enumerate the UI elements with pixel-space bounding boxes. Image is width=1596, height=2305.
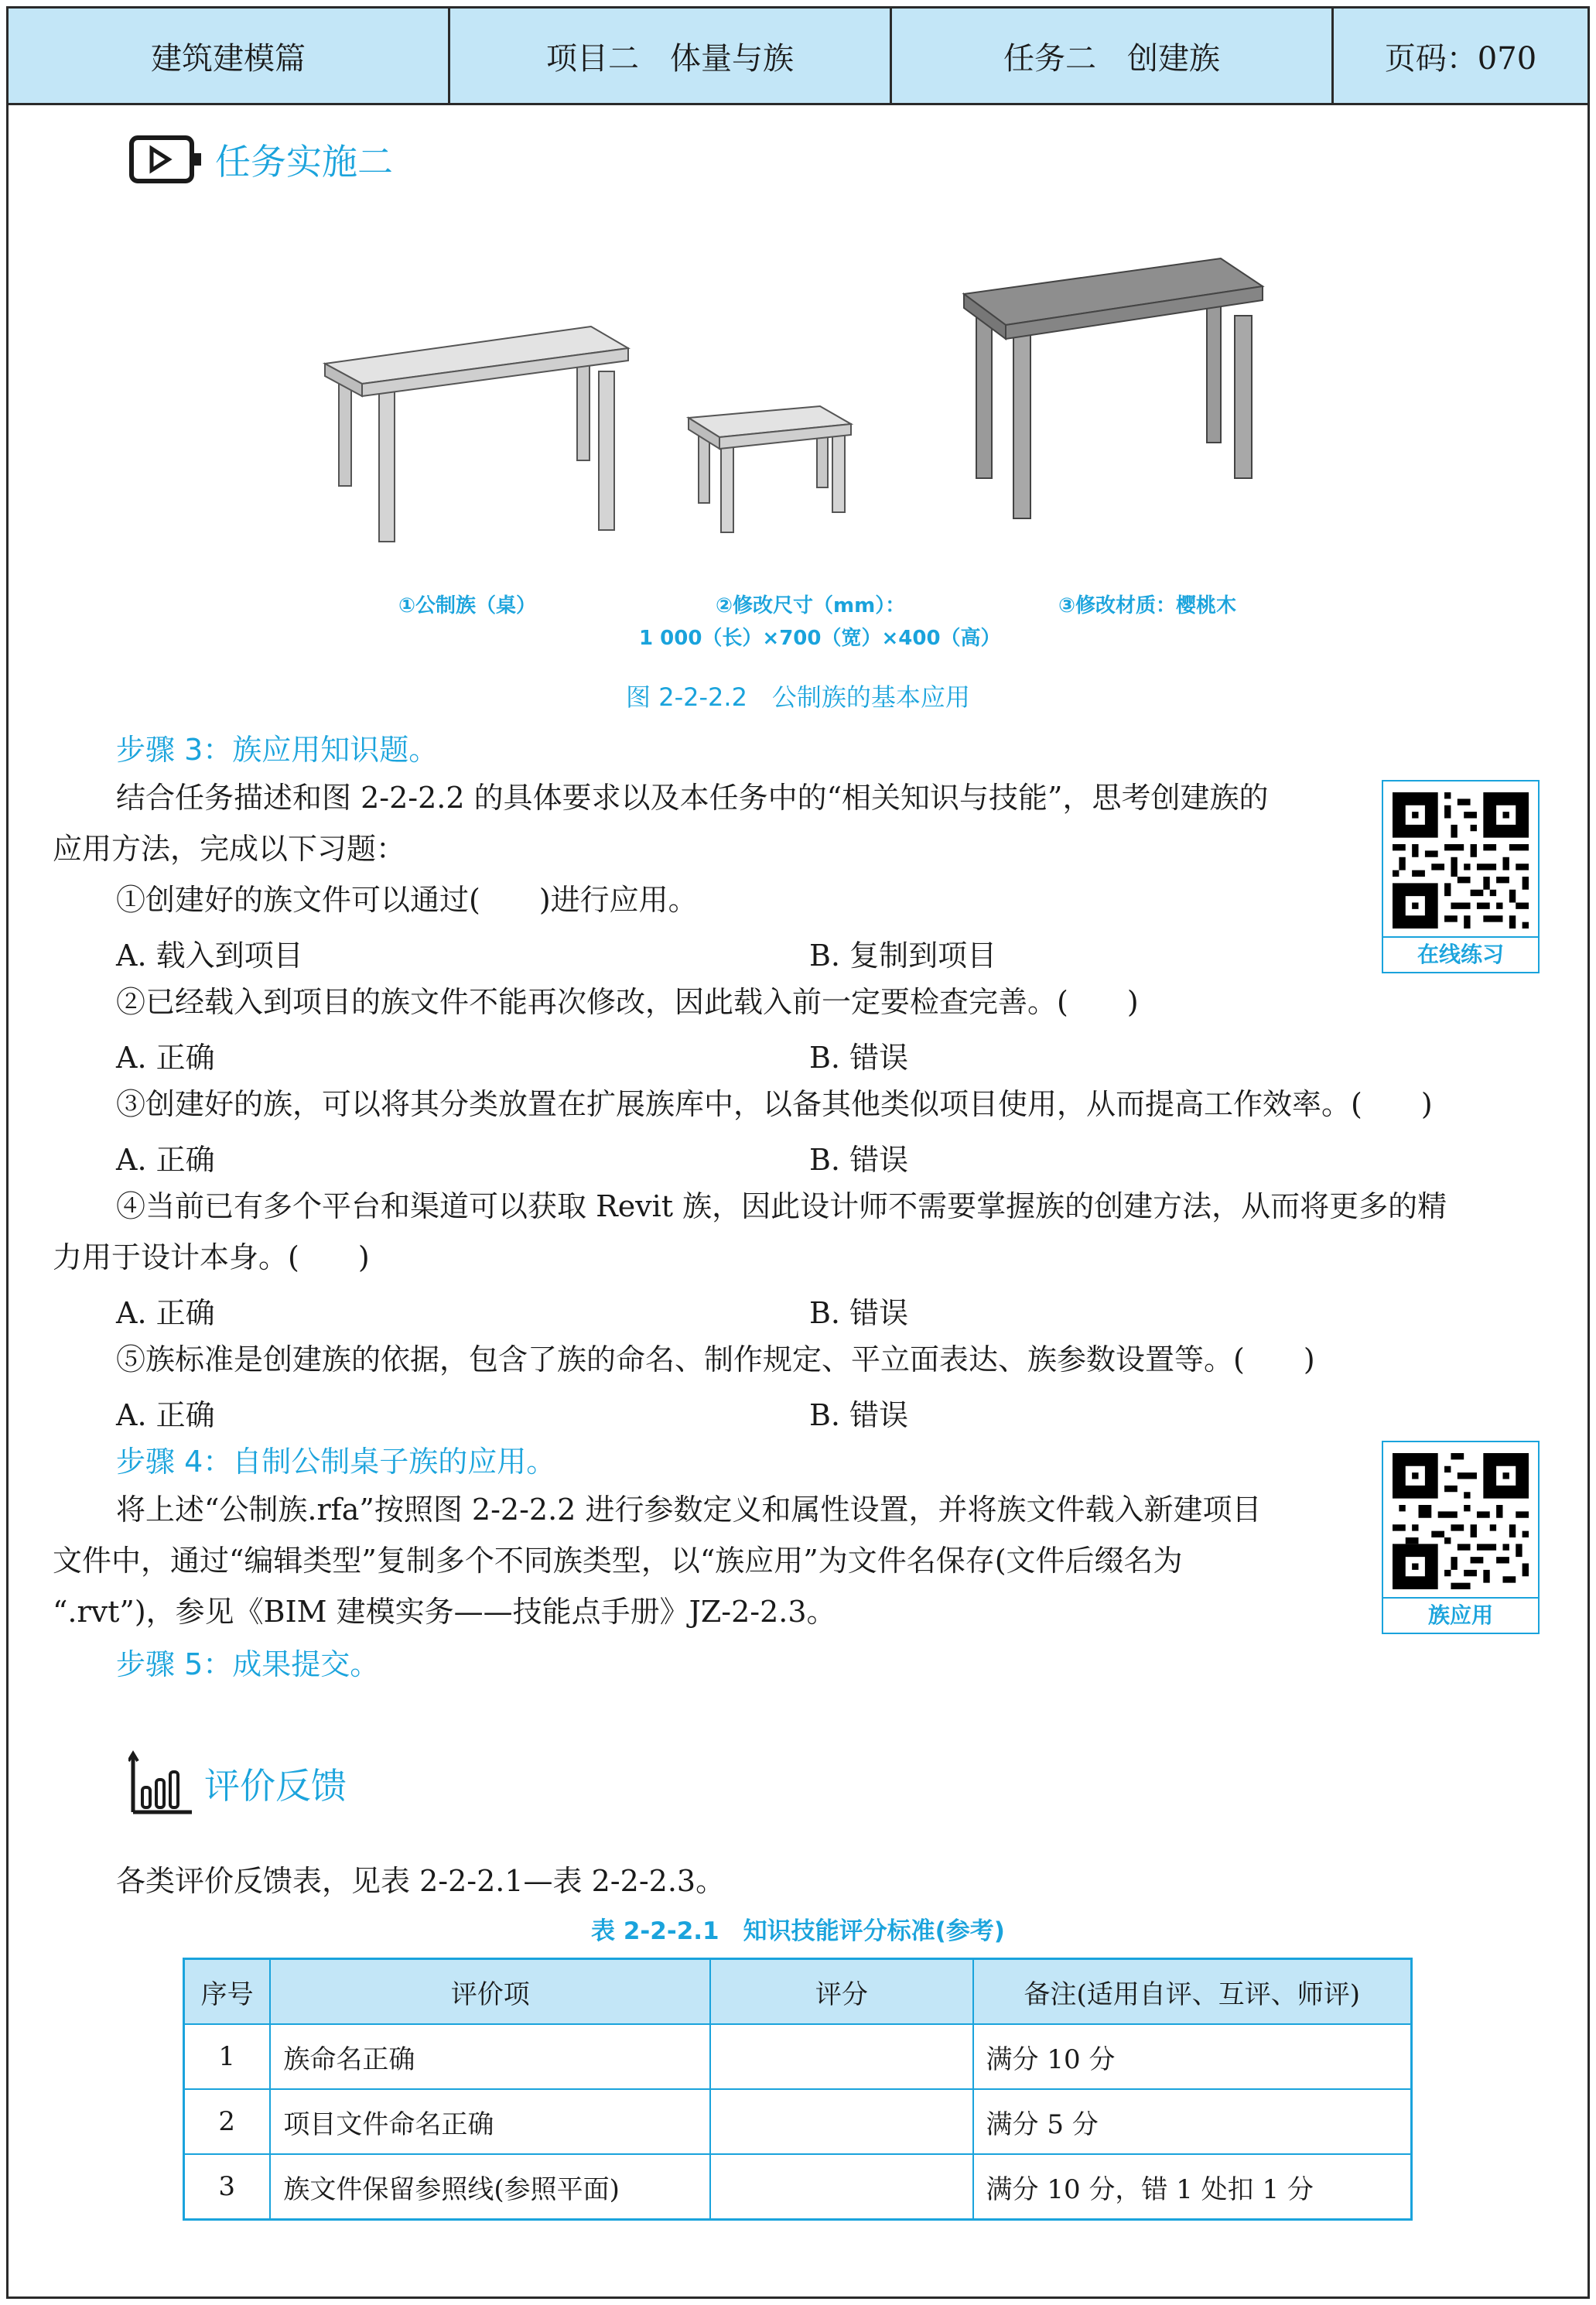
feedback-intro: 各类评价反馈表，见表 2-2-2.1—表 2-2-2.3。 bbox=[116, 1864, 726, 1898]
row-notes: 满分 10 分，错 1 处扣 1 分 bbox=[973, 2154, 1412, 2220]
bar-chart-icon bbox=[128, 1750, 193, 1817]
figure-caption-2-line2: 1 000（长）×700（宽）×400（高） bbox=[639, 627, 1001, 650]
question-1-option-b: B. 复制到项目 bbox=[809, 939, 997, 973]
question-2: ②已经载入到项目的族文件不能再次修改，因此载入前一定要检查完善。( ) bbox=[116, 985, 1139, 1019]
qr-family-application-label: 族应用 bbox=[1383, 1597, 1538, 1633]
row-item: 族文件保留参照线(参照平面) bbox=[270, 2154, 710, 2220]
question-1: ①创建好的族文件可以通过( )进行应用。 bbox=[116, 883, 698, 917]
question-5-option-a: A. 正确 bbox=[116, 1398, 215, 1432]
row-item: 项目文件命名正确 bbox=[270, 2089, 710, 2154]
question-4-line1: ④当前已有多个平台和渠道可以获取 Revit 族，因此设计师不需要掌握族的创建方法，从而将更多的精 bbox=[116, 1189, 1447, 1223]
video-icon bbox=[128, 133, 204, 186]
figure-title: 图 2-2-2.2 公制族的基本应用 bbox=[626, 682, 970, 712]
question-2-option-b: B. 错误 bbox=[809, 1041, 909, 1075]
step4-line2: 文件中，通过“编辑类型”复制多个不同族类型，以“族应用”为文件名保存(文件后缀名为 bbox=[53, 1544, 1183, 1578]
row-notes: 满分 5 分 bbox=[973, 2089, 1412, 2154]
qr-family-application[interactable] bbox=[1382, 1441, 1540, 1634]
table-caption: 表 2-2-2.1 知识技能评分标准(参考) bbox=[591, 1917, 1005, 1945]
row-score[interactable] bbox=[710, 2154, 972, 2220]
table-row bbox=[184, 2089, 1412, 2154]
question-5: ⑤族标准是创建族的依据，包含了族的命名、制作规定、平立面表达、族参数设置等。( ) bbox=[116, 1342, 1315, 1377]
qr-online-practice[interactable] bbox=[1382, 780, 1540, 973]
desk-cherry-wood bbox=[964, 258, 1263, 518]
table-row bbox=[184, 2154, 1412, 2220]
step4-line3: “.rvt”)，参见《BIM 建模实务——技能点手册》JZ-2-2.3。 bbox=[53, 1595, 836, 1629]
qr-online-practice-label: 在线练习 bbox=[1383, 936, 1538, 972]
question-1-option-a: A. 载入到项目 bbox=[116, 939, 303, 973]
table-row bbox=[184, 2024, 1412, 2089]
question-5-option-b: B. 错误 bbox=[809, 1398, 909, 1432]
desk-resized bbox=[689, 406, 851, 532]
header-project: 项目二 体量与族 bbox=[450, 9, 892, 103]
column-header-item: 评价项 bbox=[270, 1959, 710, 2025]
figure-caption-2-line1: ②修改尺寸（mm）： bbox=[716, 594, 906, 617]
row-number: 1 bbox=[184, 2024, 271, 2089]
row-score[interactable] bbox=[710, 2089, 972, 2154]
desk-original bbox=[325, 327, 628, 542]
step3-title: 步骤 3：族应用知识题。 bbox=[116, 733, 439, 767]
row-number: 3 bbox=[184, 2154, 271, 2220]
step5-title: 步骤 5：成果提交。 bbox=[116, 1647, 380, 1681]
question-3: ③创建好的族，可以将其分类放置在扩展族库中，以备其他类似项目使用，从而提高工作效率。( ) bbox=[116, 1087, 1433, 1121]
task-section-heading bbox=[128, 133, 393, 186]
question-2-option-a: A. 正确 bbox=[116, 1041, 215, 1075]
row-score[interactable] bbox=[710, 2024, 972, 2089]
header-section: 建筑建模篇 bbox=[9, 9, 450, 103]
qr-code-icon bbox=[1393, 1453, 1529, 1589]
step4-line1: 将上述“公制族.rfa”按照图 2-2-2.2 进行参数定义和属性设置，并将族文件载入新建项目 bbox=[116, 1493, 1262, 1527]
header-page-number: 页码：070 bbox=[1384, 40, 1537, 77]
row-number: 2 bbox=[184, 2089, 271, 2154]
table-header-row bbox=[184, 1959, 1412, 2025]
figure-caption-3: ③修改材质：樱桃木 bbox=[1058, 594, 1237, 617]
task-section-title: 任务实施二 bbox=[215, 141, 393, 183]
page-header bbox=[6, 6, 1590, 105]
evaluation-table bbox=[183, 1958, 1413, 2221]
step3-intro-line2: 应用方法，完成以下习题： bbox=[53, 832, 406, 866]
step3-intro-line1: 结合任务描述和图 2-2-2.2 的具体要求以及本任务中的“相关知识与技能”，思考创建族的 bbox=[116, 781, 1269, 815]
row-notes: 满分 10 分 bbox=[973, 2024, 1412, 2089]
question-4-line2: 力用于设计本身。( ) bbox=[53, 1240, 370, 1274]
step4-title: 步骤 4：自制公制桌子族的应用。 bbox=[116, 1445, 556, 1479]
column-header-notes: 备注(适用自评、互评、师评) bbox=[973, 1959, 1412, 2025]
question-3-option-a: A. 正确 bbox=[116, 1143, 215, 1177]
question-4-option-b: B. 错误 bbox=[809, 1296, 909, 1330]
feedback-heading bbox=[128, 1750, 347, 1817]
question-3-option-b: B. 错误 bbox=[809, 1143, 909, 1177]
figure-caption-1: ①公制族（桌） bbox=[398, 594, 537, 617]
header-task: 任务二 创建族 bbox=[892, 9, 1334, 103]
qr-code-icon bbox=[1393, 792, 1529, 928]
feedback-title: 评价反馈 bbox=[204, 1765, 347, 1807]
question-4-option-a: A. 正确 bbox=[116, 1296, 215, 1330]
column-header-number: 序号 bbox=[184, 1959, 271, 2025]
column-header-score: 评分 bbox=[710, 1959, 972, 2025]
row-item: 族命名正确 bbox=[270, 2024, 710, 2089]
